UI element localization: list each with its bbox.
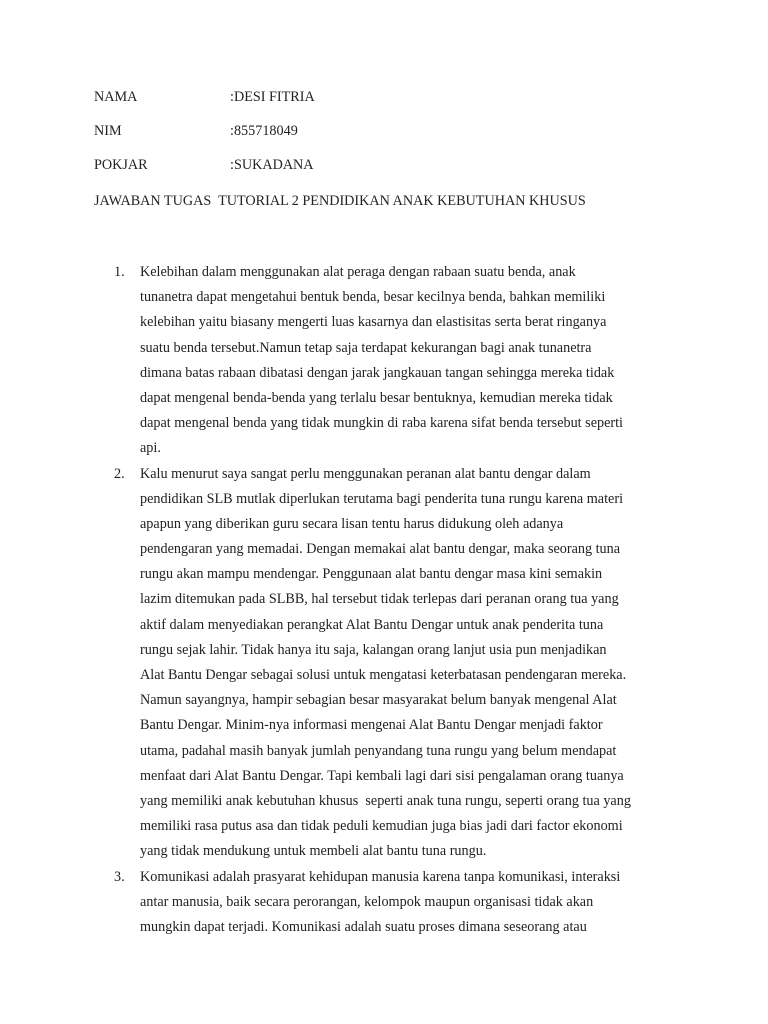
answer-item bbox=[94, 260, 694, 462]
answer-list bbox=[94, 260, 694, 940]
field-label-pokjar: POKJAR bbox=[94, 157, 148, 173]
answer-text-line: mungkin dapat terjadi. Komunikasi adalah suatu proses dimana seseorang atau bbox=[140, 918, 587, 935]
answer-text-line: aktif dalam menyediakan perangkat Alat Bantu Dengar untuk anak penderita tuna bbox=[140, 616, 604, 633]
answer-text-line: menfaat dari Alat Bantu Dengar. Tapi kembali lagi dari sisi pengalaman orang tuanya bbox=[140, 767, 624, 784]
answer-number: 2. bbox=[114, 465, 125, 482]
answer-text-line: lazim ditemukan pada SLBB, hal tersebut tidak terlepas dari peranan orang tua yang bbox=[140, 591, 619, 608]
field-label-nim: NIM bbox=[94, 123, 122, 139]
assignment-title: JAWABAN TUGAS TUTORIAL 2 PENDIDIKAN ANAK KEBUTUHAN KHUSUS bbox=[94, 193, 586, 209]
answer-text-line: Kalu menurut saya sangat perlu menggunakan peranan alat bantu dengar dalam bbox=[140, 465, 591, 482]
answer-number: 1. bbox=[114, 264, 125, 280]
answer-item bbox=[94, 462, 694, 865]
answer-text-line: dimana batas rabaan dibatasi dengan jarak jangkauan tangan sehingga mereka tidak bbox=[140, 364, 615, 381]
answer-text-line: utama, padahal masih banyak jumlah penyandang tuna rungu yang belum mendapat bbox=[140, 742, 617, 759]
answer-text-line: yang tidak mendukung untuk membeli alat bantu tuna rungu. bbox=[140, 843, 487, 860]
answer-text-line: Kelebihan dalam menggunakan alat peraga dengan rabaan suatu benda, anak bbox=[140, 264, 576, 280]
answer-text-line: rungu sejak lahir. Tidak hanya itu saja, kalangan orang lanjut usia pun menjadikan bbox=[140, 641, 607, 658]
field-label-nama: NAMA bbox=[94, 89, 138, 105]
answer-text-line: pendidikan SLB mutlak diperlukan terutama bagi penderita tuna rungu karena materi bbox=[140, 490, 624, 507]
answer-text-line: api. bbox=[140, 440, 161, 457]
answer-number: 3. bbox=[114, 868, 125, 885]
answer-text-line: yang memiliki anak kebutuhan khusus seperti anak tuna rungu, seperti orang tua yang bbox=[140, 792, 631, 809]
answer-text-line: antar manusia, baik secara perorangan, kelompok maupun organisasi tidak akan bbox=[140, 893, 594, 910]
answer-text-line: rungu akan mampu mendengar. Penggunaan alat bantu dengar masa kini semakin bbox=[140, 566, 603, 583]
answer-text-line: dapat mengenal benda yang tidak mungkin di raba karena sifat benda tersebut seperti bbox=[140, 415, 623, 432]
answer-text-line: Namun sayangnya, hampir sebagian besar masyarakat belum banyak mengenal Alat bbox=[140, 692, 617, 709]
answer-item bbox=[94, 865, 694, 941]
answer-text-line: Komunikasi adalah prasyarat kehidupan manusia karena tanpa komunikasi, interaksi bbox=[140, 868, 621, 885]
answer-text-line: Alat Bantu Dengar sebagai solusi untuk mengatasi keterbatasan pendengaran mereka. bbox=[140, 667, 627, 683]
answer-text-line: apapun yang diberikan guru secara lisan tentu harus didukung oleh adanya bbox=[140, 515, 564, 532]
answer-text-line: dapat mengenal benda-benda yang terlalu besar bentuknya, kemudian mereka tidak bbox=[140, 389, 613, 406]
field-value-nama: :DESI FITRIA bbox=[230, 89, 315, 105]
answer-text-line: tunanetra dapat mengetahui bentuk benda, besar kecilnya benda, bahkan memiliki bbox=[140, 289, 606, 306]
answer-text-line: Bantu Dengar. Minim-nya informasi mengenai Alat Bantu Dengar menjadi faktor bbox=[140, 717, 603, 734]
answer-text-line: suatu benda tersebut.Namun tetap saja terdapat kekurangan bagi anak tunanetra bbox=[140, 339, 592, 356]
answer-text-line: pendengaran yang memadai. Dengan memakai alat bantu dengar, maka seorang tuna bbox=[140, 541, 621, 558]
answer-text-line: kelebihan yaitu biasany mengerti luas kasarnya dan elastisitas serta berat ringanya bbox=[140, 314, 607, 331]
field-value-pokjar: :SUKADANA bbox=[230, 157, 314, 173]
field-value-nim: :855718049 bbox=[230, 123, 298, 139]
answer-text-line: memiliki rasa putus asa dan tidak peduli kemudian juga bias jadi dari factor ekonomi bbox=[140, 818, 623, 835]
